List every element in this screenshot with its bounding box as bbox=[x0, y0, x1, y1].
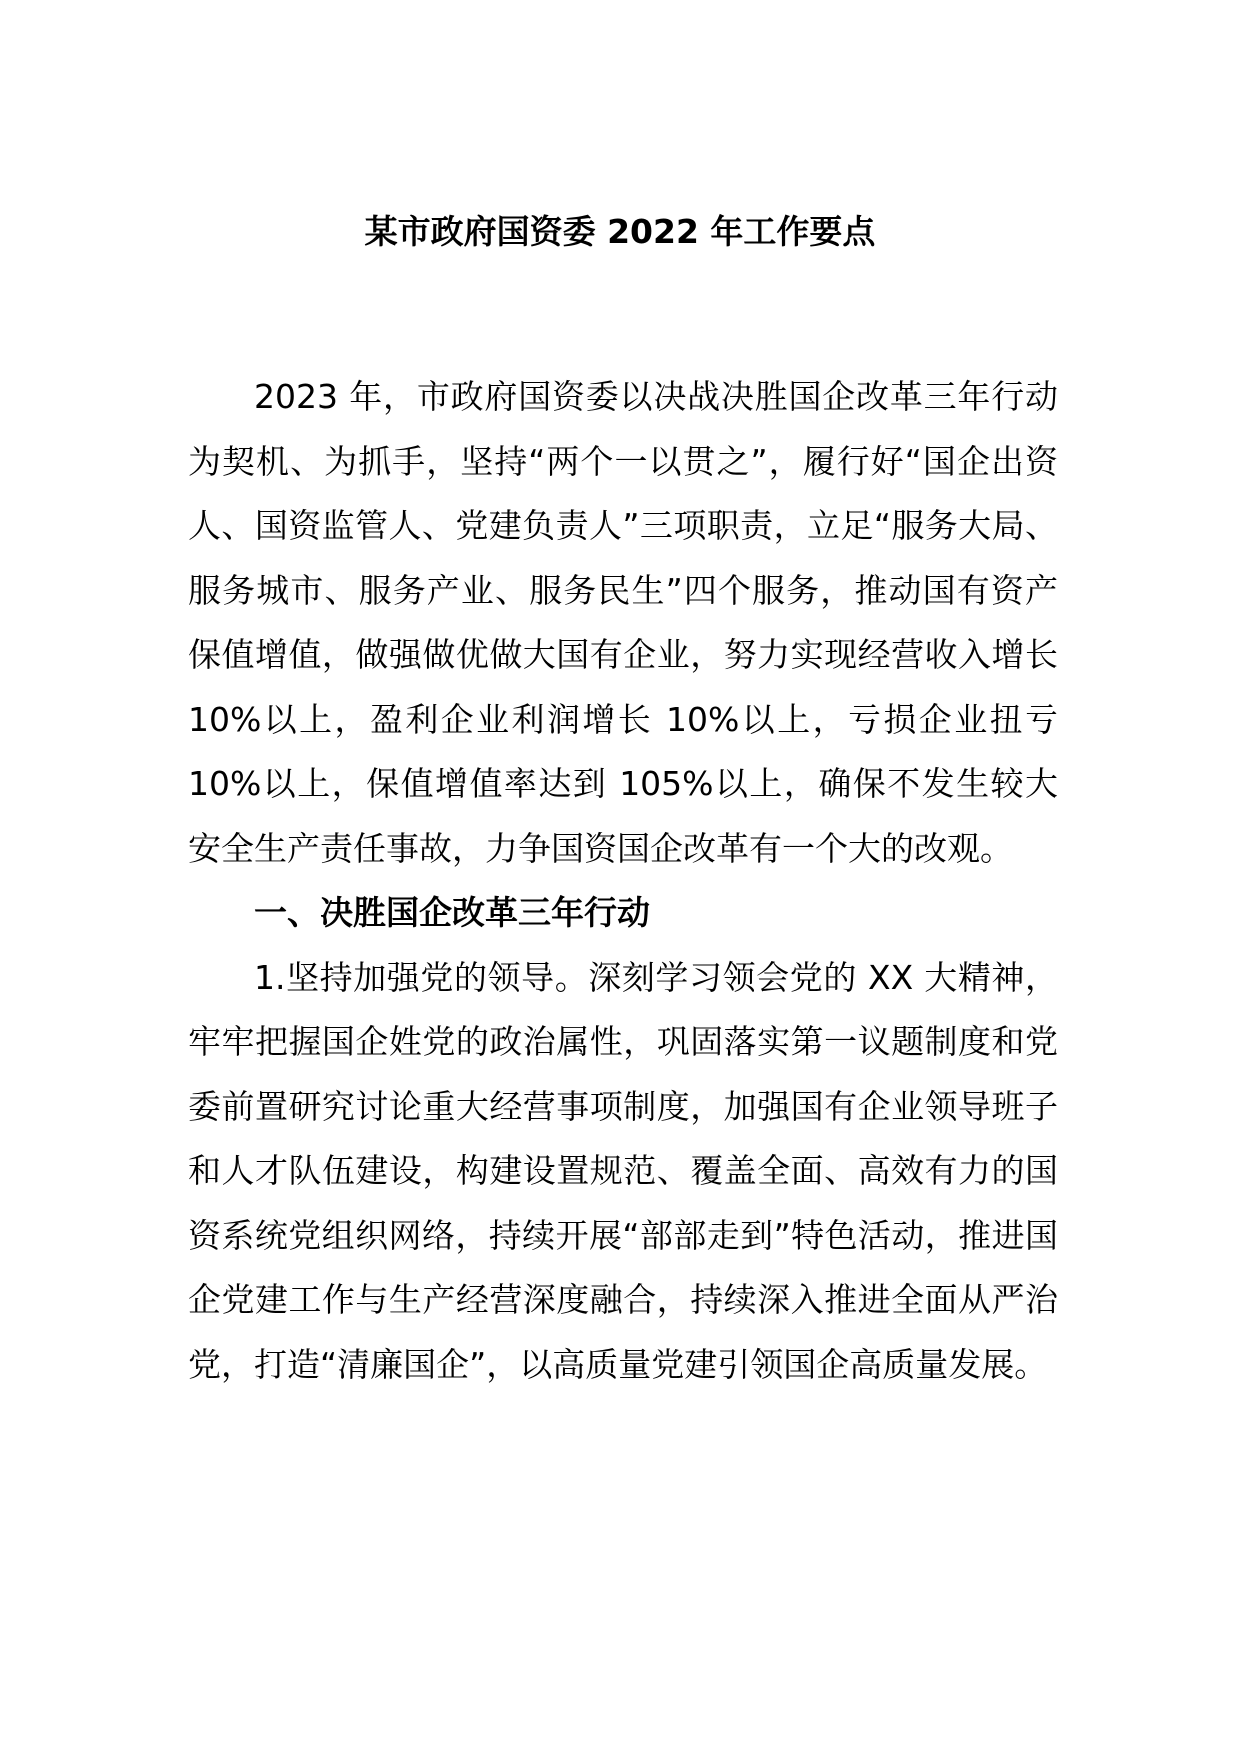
section-item-paragraph: 1.坚持加强党的领导。深刻学习领会党的 XX 大精神，牢牢把握国企姓党的政治属性，巩固落实第一议题制度和党委前置研究讨论重大经营事项制度，加强国有企业领导班子和人才队伍建设，构建设置规范、覆盖全面、高效有力的国资系统党组织网络，持续开展“部部走到”特色活动，推进国企党建工作与生产经营深度融合，持续深入推进全面从严治党，打造“清廉国企”，以高质量党建引领国企高质量发展。 bbox=[188, 957, 1058, 1384]
document-title: 某市政府国资委 2022 年工作要点 bbox=[364, 212, 876, 251]
document-body bbox=[188, 365, 1058, 1397]
section-heading: 一、决胜国企改革三年行动 bbox=[254, 893, 650, 932]
intro-paragraph: 2023 年，市政府国资委以决战决胜国企改革三年行动为契机、为抓手，坚持“两个一以贯之”，履行好“国企出资人、国资监管人、党建负责人”三项职责，立足“服务大局、服务城市、服务产业、服务民生”四个服务，推动国有资产保值增值，做强做优做大国有企业，努力实现经营收入增长 10%以上，盈利企业利润增长 10%以上，亏损企业扭亏 10%以上，保值增值率达到 105%以上，确保不发生较大安全生产责任事故，力争国资国企改革有一个大的改观。 bbox=[188, 377, 1058, 868]
